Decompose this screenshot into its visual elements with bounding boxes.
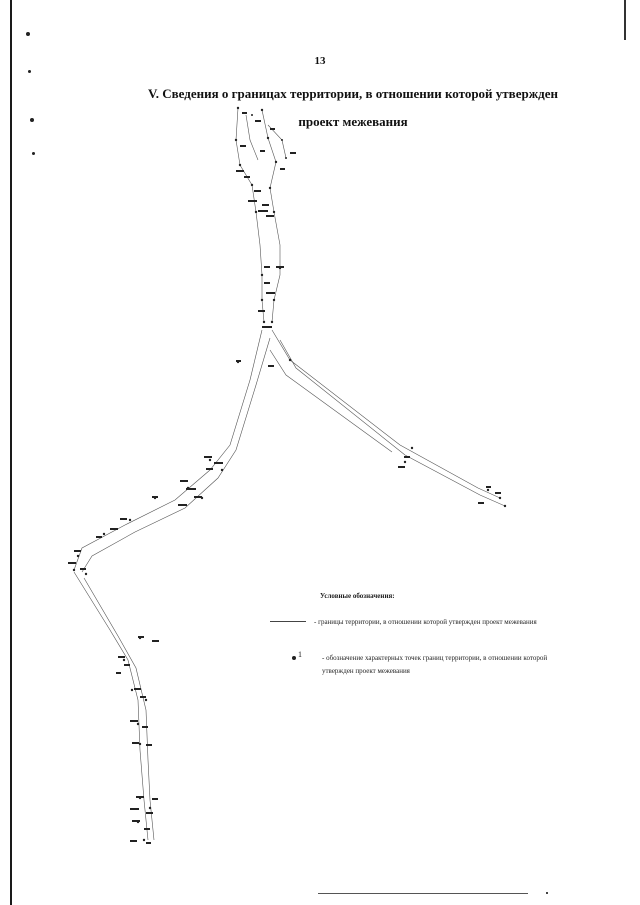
- point-marker-number: 1: [298, 650, 302, 659]
- boundary-lines: [74, 108, 505, 840]
- point-marker-sample: [292, 656, 296, 660]
- section-title-line-2: проект межевания: [298, 114, 408, 129]
- legend-points-text: - обозначение характерных точек границ территории, в отношении которой утвержден проект межевания: [322, 654, 548, 675]
- boundary-line-sample: [270, 621, 306, 622]
- point-label-clusters: [68, 112, 501, 844]
- scan-speck: [546, 892, 548, 894]
- legend-boundary-text: - границы территории, в отношении которой утвержден проект межевания: [314, 618, 537, 626]
- page-number: 13: [314, 55, 326, 67]
- legend-title: Условные обозначения:: [320, 592, 395, 600]
- bottom-signature-line: [318, 893, 528, 894]
- section-title-line-1: V. Сведения о границах территории, в отношении которой утвержден: [148, 86, 558, 101]
